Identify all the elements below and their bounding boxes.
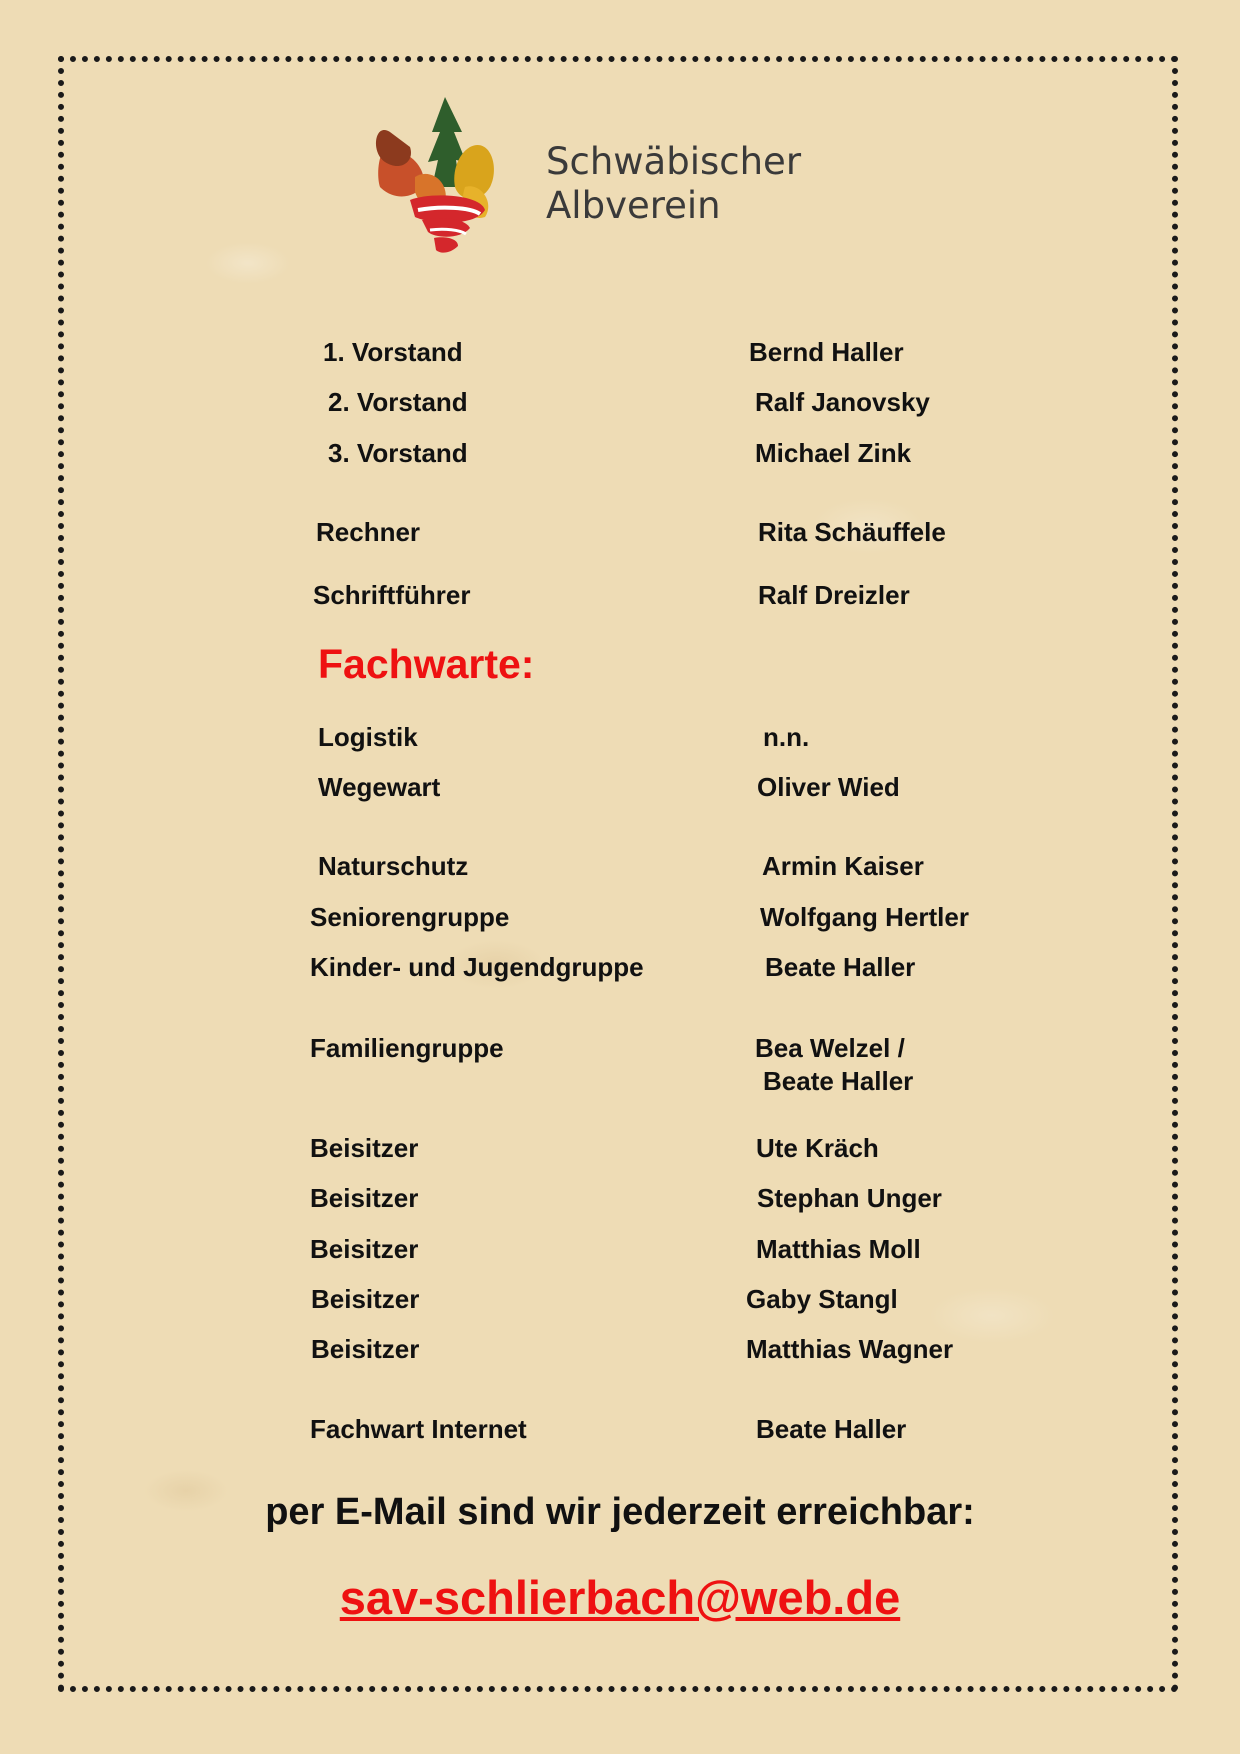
fachwart-name-12: Beate Haller (756, 1414, 907, 1444)
fachwart-name-6b: Beate Haller (763, 1066, 914, 1096)
role-label-3: 3. Vorstand (328, 438, 468, 468)
fachwart-name-2: Oliver Wied (757, 772, 900, 802)
logo-wordmark (546, 140, 801, 228)
fachwart-label-1: Logistik (318, 722, 418, 752)
fachwart-label-10: Beisitzer (311, 1284, 420, 1314)
fachwart-name-9: Matthias Moll (756, 1234, 921, 1264)
role-label-1: 1. Vorstand (323, 337, 463, 367)
role-name-3: Michael Zink (755, 438, 912, 468)
fachwart-name-11: Matthias Wagner (746, 1334, 954, 1364)
fachwart-label-9: Beisitzer (310, 1234, 419, 1264)
fachwart-label-12: Fachwart Internet (310, 1414, 527, 1444)
role-label-4: Rechner (316, 517, 421, 547)
fachwarte-heading: Fachwarte: (318, 641, 535, 687)
role-label-2: 2. Vorstand (328, 387, 468, 417)
fachwart-label-8: Beisitzer (310, 1183, 419, 1213)
role-name-2: Ralf Janovsky (755, 387, 930, 417)
fachwart-label-3: Naturschutz (318, 851, 469, 881)
fachwart-name-1: n.n. (763, 722, 810, 752)
logo-line-2: Albverein (546, 184, 721, 227)
contact-text: per E-Mail sind wir jederzeit erreichbar: (265, 1491, 975, 1533)
fachwart-name-5: Beate Haller (765, 952, 916, 982)
fachwart-name-7: Ute Kräch (756, 1133, 879, 1163)
role-name-1: Bernd Haller (749, 337, 904, 367)
fachwart-label-2: Wegewart (318, 772, 441, 802)
leaf-bouquet-icon (376, 97, 494, 253)
fachwart-label-11: Beisitzer (311, 1334, 420, 1364)
dotted-border-frame (58, 56, 1178, 1692)
fachwart-name-3: Armin Kaiser (762, 851, 924, 881)
fachwart-name-8: Stephan Unger (757, 1183, 942, 1213)
fachwart-label-6: Familiengruppe (310, 1033, 504, 1063)
email-link[interactable]: sav-schlierbach@web.de (339, 1571, 901, 1624)
fachwart-name-10: Gaby Stangl (746, 1284, 898, 1314)
fachwart-name-4: Wolfgang Hertler (760, 902, 969, 932)
fachwart-name-6: Bea Welzel / (755, 1033, 905, 1063)
logo-line-1: Schwäbischer (546, 140, 802, 183)
role-name-4: Rita Schäuffele (758, 517, 946, 547)
fachwart-label-7: Beisitzer (310, 1133, 419, 1163)
fachwart-label-4: Seniorengruppe (310, 902, 510, 932)
role-label-5: Schriftführer (313, 580, 471, 610)
fachwart-label-5: Kinder- und Jugendgruppe (310, 952, 644, 982)
role-name-5: Ralf Dreizler (758, 580, 910, 610)
